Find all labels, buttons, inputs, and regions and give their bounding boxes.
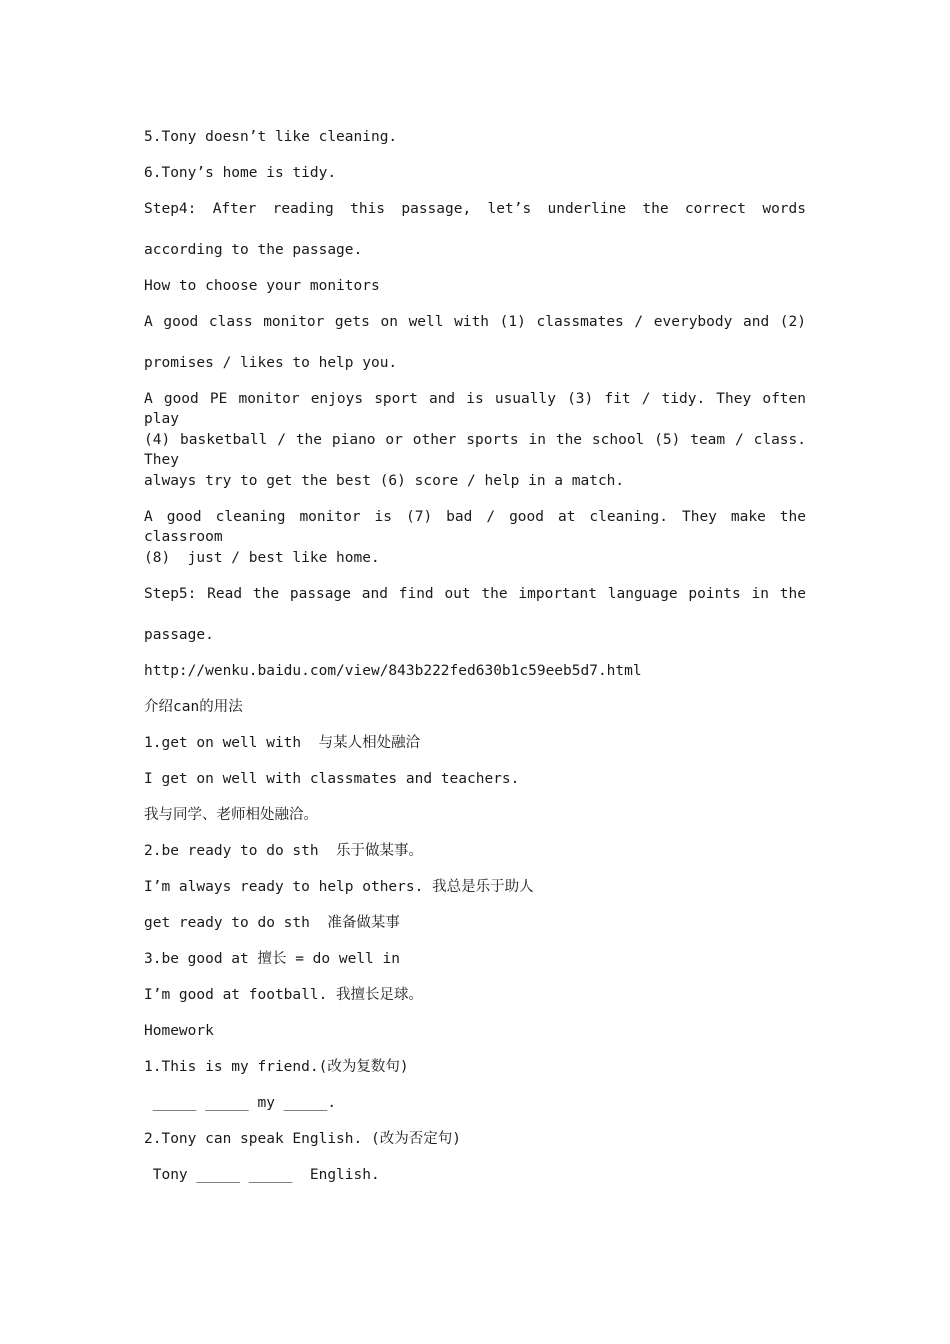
- text-line: according to the passage.: [144, 242, 363, 258]
- text-line: A good PE monitor enjoys sport and is usually (3) fit / tidy. They often play: [144, 391, 806, 427]
- text-line: I’m good at football. 我擅长足球。: [144, 987, 424, 1003]
- section-heading: Homework: [144, 1023, 214, 1039]
- text-line: Step4: After reading this passage, let’s underline the correct words: [144, 201, 806, 217]
- text-line: I’m always ready to help others. 我总是乐于助人: [144, 879, 534, 895]
- section-heading: How to choose your monitors: [144, 278, 380, 294]
- fill-blank-line: Tony _____ _____ English.: [144, 1167, 380, 1183]
- text-line: A good cleaning monitor is (7) bad / good at cleaning. They make the classroom: [144, 509, 806, 545]
- text-line: A good class monitor gets on well with (1) classmates / everybody and (2): [144, 314, 806, 330]
- text-line: promises / likes to help you.: [144, 355, 398, 371]
- text-line: passage.: [144, 627, 214, 643]
- fill-blank-line: _____ _____ my _____.: [144, 1095, 337, 1111]
- text-line: 6.Tony’s home is tidy.: [144, 165, 337, 181]
- text-line: Step5: Read the passage and find out the important language points in the: [144, 586, 806, 602]
- text-line: always try to get the best (6) score / help in a match.: [144, 473, 625, 489]
- text-line: 3.be good at 擅长 = do well in: [144, 951, 400, 967]
- text-line: I get on well with classmates and teachers.: [144, 771, 520, 787]
- text-line: 我与同学、老师相处融洽。: [144, 807, 318, 823]
- text-line: 1.This is my friend.(改为复数句): [144, 1059, 409, 1075]
- url-text: http://wenku.baidu.com/view/843b222fed630b1c59eeb5d7.html: [144, 663, 642, 679]
- text-line: 2.Tony can speak English. (改为否定句): [144, 1131, 461, 1147]
- text-line: 2.be ready to do sth 乐于做某事。: [144, 843, 424, 859]
- text-line: (8) just / best like home.: [144, 550, 380, 566]
- text-line: 1.get on well with 与某人相处融洽: [144, 735, 421, 751]
- text-line: get ready to do sth 准备做某事: [144, 915, 400, 931]
- text-line: (4) basketball / the piano or other sports in the school (5) team / class. They: [144, 432, 806, 468]
- text-line: 5.Tony doesn’t like cleaning.: [144, 129, 398, 145]
- text-line: 介绍can的用法: [144, 699, 243, 715]
